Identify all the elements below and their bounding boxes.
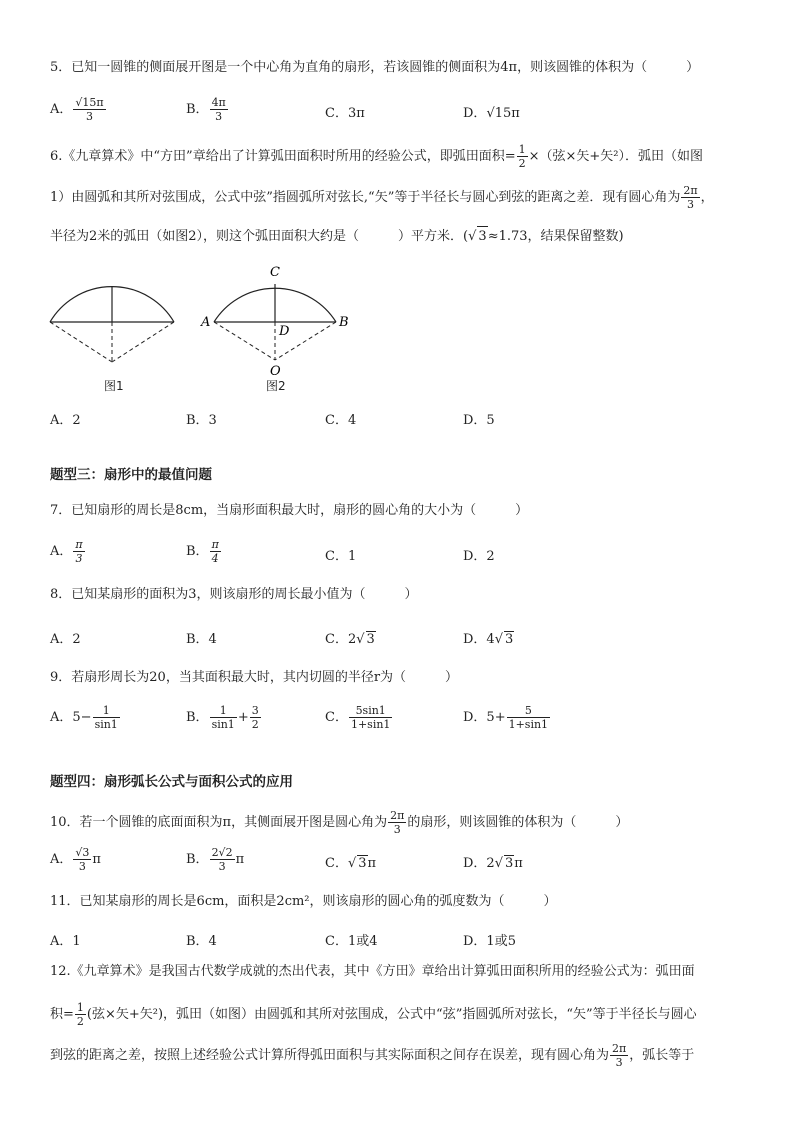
- q8-option-d[interactable]: D．4√ 3: [463, 632, 514, 647]
- sqrt-symbol: √: [347, 856, 357, 871]
- fraction: $\frac{1}{\sin 1}$: [94, 704, 118, 731]
- fraction: $\frac{5\sin 1}{1+\sin 1}$: [350, 704, 391, 731]
- q10-option-b[interactable]: B． $\frac{2√2}{3}$ π: [186, 846, 245, 873]
- q6-option-a[interactable]: A．2: [50, 413, 81, 428]
- fraction: $\frac{√3}{3}$: [75, 846, 90, 873]
- fraction: $\frac{\pi}{4}$: [211, 538, 219, 565]
- question-12-line-1: 12.《九章算术》是我国古代数学成就的杰出代表，其中《方田》章给出计算弧田面积所用的经验公式为：弧田面: [50, 964, 695, 979]
- q8-option-a[interactable]: A．2: [50, 632, 81, 647]
- q10-option-d[interactable]: D．2√ 3π: [463, 856, 523, 871]
- q9-option-a[interactable]: A．5− $\frac{1}{\sin 1}$: [50, 704, 118, 731]
- fraction: $\frac{3}{2}$: [251, 704, 259, 731]
- question-7-text: 7．已知扇形的周长是8cm，当扇形面积最大时，扇形的圆心角的大小为（ ）: [50, 503, 529, 518]
- fraction: $\frac{1}{2}$: [76, 1001, 84, 1028]
- q11-option-b[interactable]: B．4: [186, 934, 217, 949]
- figure-2-label: 图2: [266, 379, 286, 393]
- q9-option-c[interactable]: C． $\frac{5\sin 1}{1+\sin 1}$: [325, 704, 391, 731]
- figure-1-arc-field: [44, 276, 180, 368]
- fraction: $\frac{5}{1+\sin 1}$: [508, 704, 549, 731]
- q9-option-d[interactable]: D．5+ $\frac{5}{1+\sin 1}$: [463, 704, 549, 731]
- fraction: $\frac{4\pi}{3}$: [211, 96, 226, 123]
- fraction: $\frac{1}{\sin 1}$: [211, 704, 235, 731]
- q10-option-c[interactable]: C．√ 3π: [325, 856, 377, 871]
- question-12-line-3: 到弦的距离之差，按照上述经验公式计算所得弧田面积与其实际面积之间存在误差，现有圆心角为 $\frac{2\pi}{3}$ ，弧长等于: [50, 1042, 695, 1069]
- sqrt-symbol: √: [494, 856, 503, 871]
- question-11-text: 11．已知某扇形的周长是6cm，面积是2cm²，则该扇形的圆心角的弧度数为（ ）: [50, 894, 557, 909]
- q5-option-c[interactable]: C．3π: [325, 106, 365, 121]
- point-d-label: D: [279, 324, 290, 339]
- sqrt-symbol: √: [468, 229, 477, 244]
- point-o-label: O: [270, 364, 281, 378]
- question-6-line-2: 1）由圆弧和其所对弦围成，公式中弦”指圆弧所对弦长,“矢”等于半径长与圆心到弦的距离之差．现有圆心角为 $\frac{2\pi}{3}$ ，: [50, 184, 714, 211]
- section-heading-4: 题型四：扇形弧长公式与面积公式的应用: [50, 774, 293, 790]
- figure-2-arc-field: [200, 262, 360, 378]
- q8-option-c[interactable]: C．2√ 3: [325, 632, 375, 647]
- sqrt-symbol: √: [494, 632, 503, 647]
- fraction: $\frac{\pi}{3}$: [75, 538, 83, 565]
- point-b-label: B: [339, 315, 349, 330]
- question-8-text: 8．已知某扇形的面积为3，则该扇形的周长最小值为（ ）: [50, 587, 418, 602]
- q7-option-d[interactable]: D．2: [463, 549, 495, 564]
- question-9-text: 9．若扇形周长为20，当其面积最大时，其内切圆的半径r为（ ）: [50, 670, 459, 685]
- point-a-label: A: [201, 315, 211, 330]
- fraction: $\frac{1}{2}$: [518, 143, 526, 170]
- fraction: $\frac{√15\pi}{3}$: [75, 96, 104, 123]
- q5-option-a[interactable]: A． $\frac{√15\pi}{3}$: [50, 96, 104, 123]
- fraction: $\frac{2\pi}{3}$: [683, 184, 698, 211]
- fraction: $\frac{2\pi}{3}$: [612, 1042, 627, 1069]
- sqrt-symbol: √: [356, 632, 365, 647]
- q7-option-a[interactable]: A． $\frac{\pi}{3}$: [50, 538, 83, 565]
- q7-option-b[interactable]: B． $\frac{\pi}{4}$: [186, 538, 219, 565]
- q10-option-a[interactable]: A． $\frac{√3}{3}$ π: [50, 846, 101, 873]
- q6-option-b[interactable]: B．3: [186, 413, 217, 428]
- question-6-line-3: 半径为2米的弧田（如图2），则这个弧田面积大约是（ ）平方米．(√ 3≈1.73，结果保留整数): [50, 226, 624, 247]
- q11-option-d[interactable]: D．1或5: [463, 934, 516, 949]
- fraction: $\frac{2√2}{3}$: [211, 846, 233, 873]
- question-6-line-1: 6.《九章算术》中“方田”章给出了计算弧田面积时所用的经验公式，即弧田面积= $\frac{1}{2}$ ×（弦×矢+矢²）．弧田（如图: [50, 143, 703, 170]
- point-c-label: C: [270, 265, 280, 280]
- fraction: $\frac{2\pi}{3}$: [390, 809, 405, 836]
- q11-option-c[interactable]: C．1或4: [325, 934, 378, 949]
- question-10-text: 10．若一个圆锥的底面面积为π，其侧面展开图是圆心角为 $\frac{2\pi}{3}$ 的扇形，则该圆锥的体积为（ ）: [50, 809, 629, 836]
- q11-option-a[interactable]: A．1: [50, 934, 81, 949]
- q5-option-d[interactable]: D．√15π: [463, 106, 520, 121]
- q9-option-b[interactable]: B． $\frac{1}{\sin 1}$ + $\frac{3}{2}$: [186, 704, 259, 731]
- question-5-text: 5．已知一圆锥的侧面展开图是一个中心角为直角的扇形，若该圆锥的侧面积为4π，则该圆锥的体积为（ ）: [50, 60, 700, 75]
- q6-option-c[interactable]: C．4: [325, 413, 357, 428]
- q6-option-d[interactable]: D．5: [463, 413, 495, 428]
- q8-option-b[interactable]: B．4: [186, 632, 217, 647]
- section-heading-3: 题型三：扇形中的最值问题: [50, 467, 212, 483]
- q5-option-b[interactable]: B． $\frac{4\pi}{3}$: [186, 96, 226, 123]
- figure-1-label: 图1: [104, 379, 124, 393]
- q7-option-c[interactable]: C．1: [325, 549, 357, 564]
- question-12-line-2: 积= $\frac{1}{2}$ (弦×矢+矢²)，弧田（如图）由圆弧和其所对弦围成，公式中“弦”指圆弧所对弦长，“矢”等于半径长与圆心: [50, 1001, 697, 1028]
